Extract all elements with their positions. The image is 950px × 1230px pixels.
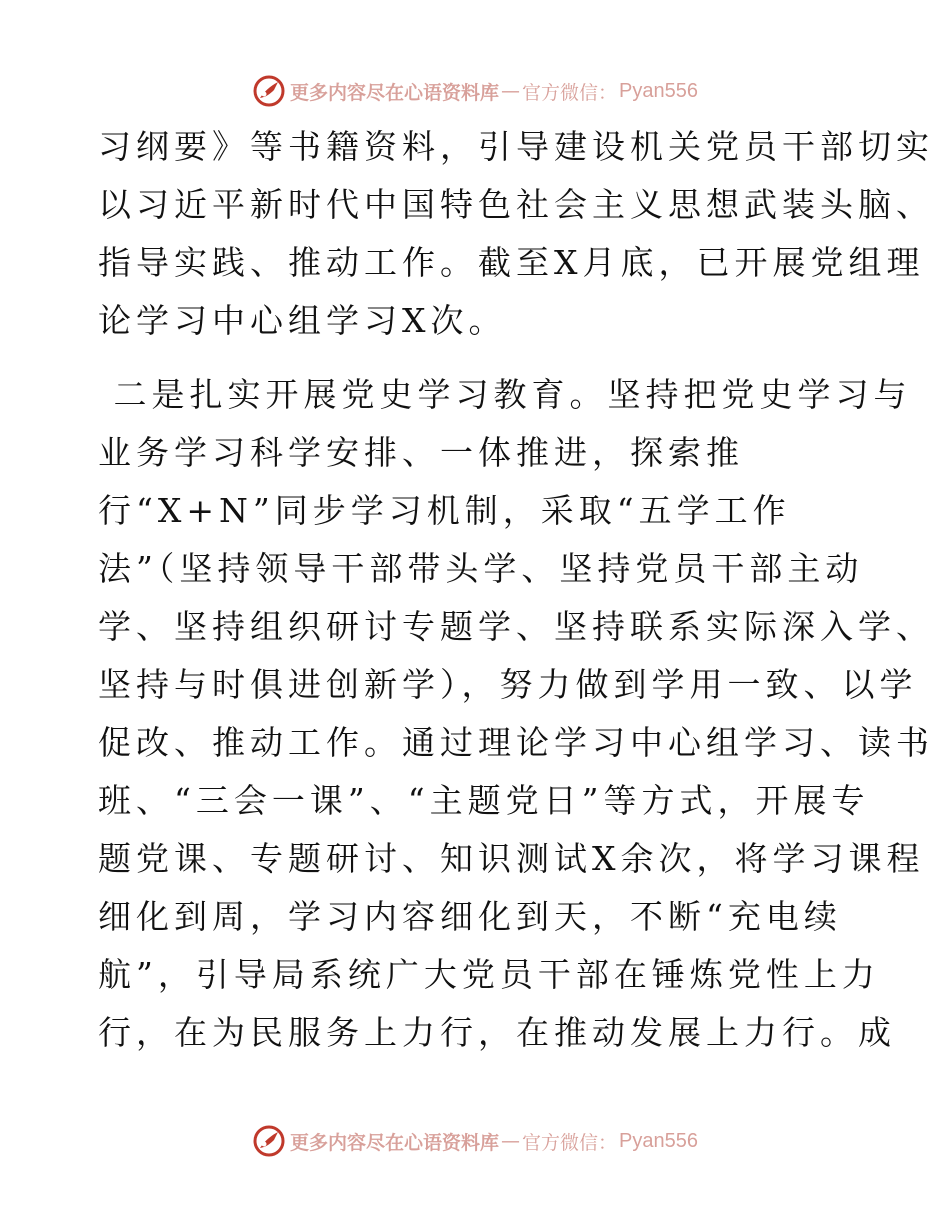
- watermark-wechat-label: 官方微信：: [522, 1131, 618, 1154]
- paragraph-2: [98, 366, 934, 1062]
- header-watermark: [0, 71, 950, 111]
- watermark-wechat-label: 官方微信：: [522, 81, 618, 104]
- text-line: 班、“三会一课”、“主题党日”等方式，开展专: [98, 781, 870, 820]
- watermark-wechat-id: Pyan556: [619, 79, 698, 102]
- text-line: 指导实践、推动工作。截至X月底，已开展党组理: [98, 243, 925, 282]
- watermark-site-text: 更多内容尽在心语资料库: [290, 1131, 500, 1154]
- paragraph-1: [98, 118, 934, 350]
- text-line: 以习近平新时代中国特色社会主义思想武装头脑、: [98, 185, 934, 224]
- text-line: 航”，引导局系统广大党员干部在锤炼党性上力: [98, 955, 880, 994]
- watermark-site-text: 更多内容尽在心语资料库: [290, 81, 500, 104]
- text-line: 学、坚持组织研讨专题学、坚持联系实际深入学、: [98, 607, 934, 646]
- text-line: 细化到周，学习内容细化到天，不断“充电续: [98, 897, 842, 936]
- text-line: 业务学习科学安排、一体推进，探索推: [98, 433, 744, 472]
- footer-watermark: [0, 1121, 950, 1161]
- pen-logo-icon: [252, 74, 286, 108]
- watermark-dash: —: [501, 1130, 521, 1152]
- text-line: 行“X+N”同步学习机制，采取“五学工作: [98, 491, 791, 530]
- text-line: 法”（坚持领导干部带头学、坚持党员干部主动: [98, 549, 864, 588]
- watermark-dash: —: [501, 80, 521, 102]
- document-body: [98, 118, 934, 1062]
- text-line: 促改、推动工作。通过理论学习中心组学习、读书: [98, 723, 934, 762]
- paragraph-gap: [98, 350, 858, 366]
- text-line: 论学习中心组学习X次。: [98, 301, 507, 340]
- watermark-wechat-id: Pyan556: [619, 1129, 698, 1152]
- text-line: 行，在为民服务上力行，在推动发展上力行。成: [98, 1013, 896, 1052]
- text-line: 二是扎实开展党史学习教育。坚持把党史学习与: [98, 375, 912, 414]
- text-line: 习纲要》等书籍资料，引导建设机关党员干部切实: [98, 127, 934, 166]
- pen-logo-icon: [252, 1124, 286, 1158]
- text-line: 坚持与时俱进创新学），努力做到学用一致、以学: [98, 665, 918, 704]
- text-line: 题党课、专题研讨、知识测试X余次，将学习课程: [98, 839, 925, 878]
